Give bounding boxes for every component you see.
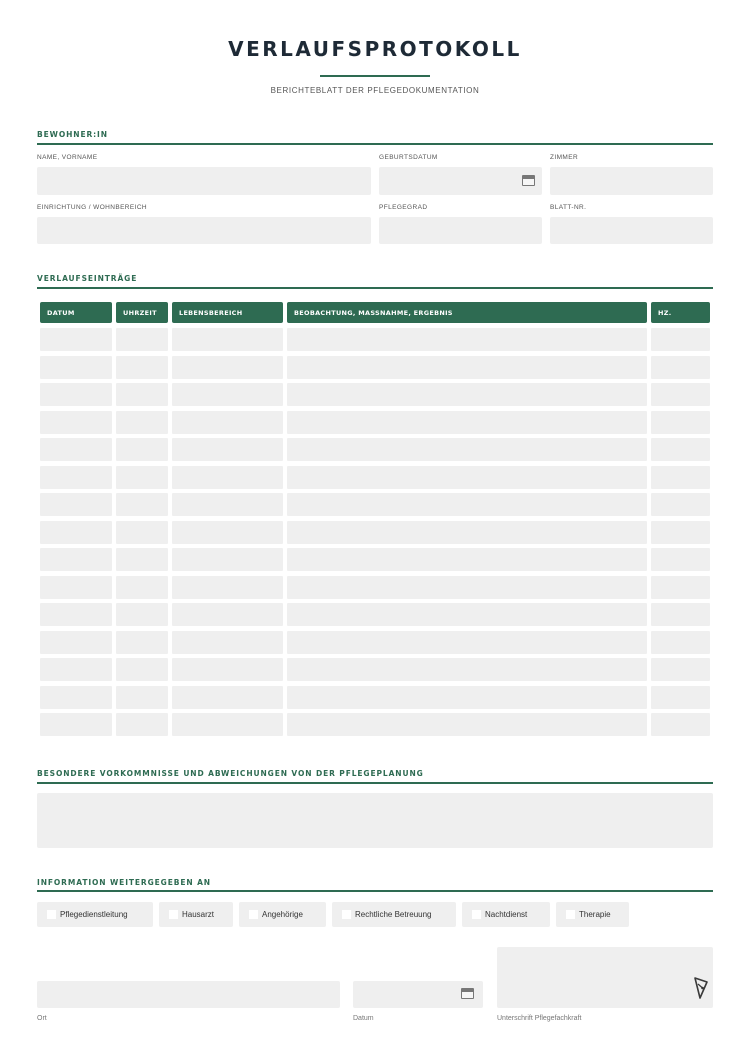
date-field[interactable] xyxy=(353,981,483,1008)
forward-option-label: Pflegedienstleitung xyxy=(60,910,128,919)
forward-option-nachtdienst[interactable] xyxy=(462,902,550,927)
column-header-life-area: LEBENSBEREICH xyxy=(172,302,283,323)
forward-option-label: Rechtliche Betreuung xyxy=(355,910,432,919)
table-cell-life-area[interactable] xyxy=(172,521,283,544)
table-cell-initials[interactable] xyxy=(651,603,710,626)
incidents-section-rule xyxy=(37,782,713,784)
table-cell-life-area[interactable] xyxy=(172,383,283,406)
signature-field[interactable] xyxy=(497,947,713,1008)
table-cell-observation[interactable] xyxy=(287,713,647,736)
table-cell-observation[interactable] xyxy=(287,466,647,489)
table-cell-date[interactable] xyxy=(40,631,112,654)
column-header-time: UHRZEIT xyxy=(116,302,168,323)
table-cell-observation[interactable] xyxy=(287,631,647,654)
table-cell-life-area[interactable] xyxy=(172,631,283,654)
forward-option-rechtliche-betreuung[interactable] xyxy=(332,902,456,927)
incidents-textarea[interactable] xyxy=(37,793,713,848)
table-cell-initials[interactable] xyxy=(651,466,710,489)
table-cell-initials[interactable] xyxy=(651,576,710,599)
column-header-observation: BEOBACHTUNG, MASSNAHME, ERGEBNIS xyxy=(287,302,647,323)
resident-section-title: BEWOHNER:IN xyxy=(37,130,108,139)
page-title: VERLAUFSPROTOKOLL xyxy=(228,37,522,61)
table-cell-date[interactable] xyxy=(40,521,112,544)
table-cell-observation[interactable] xyxy=(287,493,647,516)
checkbox[interactable] xyxy=(47,910,56,919)
table-cell-initials[interactable] xyxy=(651,493,710,516)
table-cell-observation[interactable] xyxy=(287,686,647,709)
signature-label: Unterschrift Pflegefachkraft xyxy=(497,1015,582,1022)
title-underline xyxy=(320,75,430,77)
table-cell-date[interactable] xyxy=(40,383,112,406)
birthdate-field[interactable] xyxy=(379,167,542,195)
name-label: NAME, VORNAME xyxy=(37,154,98,161)
table-cell-date[interactable] xyxy=(40,438,112,461)
table-cell-time[interactable] xyxy=(116,328,168,351)
checkbox[interactable] xyxy=(472,910,481,919)
forwarded-section-title: INFORMATION WEITERGEGEBEN AN xyxy=(37,878,211,887)
table-cell-initials[interactable] xyxy=(651,383,710,406)
table-cell-time[interactable] xyxy=(116,521,168,544)
column-header-date: DATUM xyxy=(40,302,112,323)
table-cell-observation[interactable] xyxy=(287,576,647,599)
table-cell-date[interactable] xyxy=(40,466,112,489)
room-label: ZIMMER xyxy=(550,154,579,161)
page-subtitle: BERICHTEBLATT DER PFLEGEDOKUMENTATION xyxy=(270,86,480,95)
table-cell-observation[interactable] xyxy=(287,603,647,626)
table-cell-observation[interactable] xyxy=(287,356,647,379)
forward-option-label: Angehörige xyxy=(262,910,303,919)
table-cell-initials[interactable] xyxy=(651,438,710,461)
table-cell-date[interactable] xyxy=(40,411,112,434)
table-cell-life-area[interactable] xyxy=(172,548,283,571)
checkbox[interactable] xyxy=(342,910,351,919)
sheet-number-field[interactable] xyxy=(550,217,713,244)
room-field[interactable] xyxy=(550,167,713,195)
checkbox[interactable] xyxy=(566,910,575,919)
table-cell-date[interactable] xyxy=(40,603,112,626)
table-cell-initials[interactable] xyxy=(651,548,710,571)
table-cell-date[interactable] xyxy=(40,493,112,516)
place-field[interactable] xyxy=(37,981,340,1008)
table-cell-initials[interactable] xyxy=(651,713,710,736)
table-cell-date[interactable] xyxy=(40,328,112,351)
table-cell-date[interactable] xyxy=(40,686,112,709)
table-cell-initials[interactable] xyxy=(651,356,710,379)
place-label: Ort xyxy=(37,1015,47,1022)
calendar-icon[interactable] xyxy=(461,988,474,999)
date-label: Datum xyxy=(353,1015,374,1022)
table-cell-initials[interactable] xyxy=(651,411,710,434)
facility-label: EINRICHTUNG / WOHNBEREICH xyxy=(37,204,148,211)
forward-option-label: Hausarzt xyxy=(182,910,215,919)
facility-field[interactable] xyxy=(37,217,371,244)
forward-option-hausarzt[interactable] xyxy=(159,902,233,927)
table-cell-observation[interactable] xyxy=(287,411,647,434)
table-cell-life-area[interactable] xyxy=(172,328,283,351)
table-cell-time[interactable] xyxy=(116,548,168,571)
checkbox[interactable] xyxy=(249,910,258,919)
table-cell-time[interactable] xyxy=(116,356,168,379)
resident-section-rule xyxy=(37,143,713,145)
table-cell-time[interactable] xyxy=(116,686,168,709)
table-cell-life-area[interactable] xyxy=(172,493,283,516)
table-cell-initials[interactable] xyxy=(651,686,710,709)
table-cell-date[interactable] xyxy=(40,576,112,599)
table-cell-time[interactable] xyxy=(116,411,168,434)
table-cell-observation[interactable] xyxy=(287,438,647,461)
table-cell-life-area[interactable] xyxy=(172,603,283,626)
entries-section-rule xyxy=(37,287,713,289)
birthdate-label: GEBURTSDATUM xyxy=(379,154,438,161)
column-header-initials: HZ. xyxy=(651,302,710,323)
table-cell-date[interactable] xyxy=(40,548,112,571)
calendar-icon[interactable] xyxy=(522,175,535,186)
table-cell-life-area[interactable] xyxy=(172,658,283,681)
table-cell-initials[interactable] xyxy=(651,328,710,351)
table-cell-time[interactable] xyxy=(116,658,168,681)
entries-section-title: VERLAUFSEINTRÄGE xyxy=(37,274,138,283)
checkbox[interactable] xyxy=(169,910,178,919)
table-cell-time[interactable] xyxy=(116,438,168,461)
table-cell-initials[interactable] xyxy=(651,521,710,544)
name-field[interactable] xyxy=(37,167,371,195)
table-cell-life-area[interactable] xyxy=(172,466,283,489)
pen-nib-icon xyxy=(693,976,709,1000)
forwarded-section-rule xyxy=(37,890,713,892)
table-cell-life-area[interactable] xyxy=(172,438,283,461)
table-cell-time[interactable] xyxy=(116,493,168,516)
table-cell-life-area[interactable] xyxy=(172,356,283,379)
table-cell-observation[interactable] xyxy=(287,548,647,571)
forward-option-label: Therapie xyxy=(579,910,611,919)
table-cell-life-area[interactable] xyxy=(172,576,283,599)
table-cell-time[interactable] xyxy=(116,466,168,489)
table-cell-observation[interactable] xyxy=(287,521,647,544)
table-cell-life-area[interactable] xyxy=(172,713,283,736)
table-cell-date[interactable] xyxy=(40,658,112,681)
table-cell-time[interactable] xyxy=(116,576,168,599)
table-cell-observation[interactable] xyxy=(287,328,647,351)
forward-option-therapie[interactable] xyxy=(556,902,629,927)
incidents-section-title: BESONDERE VORKOMMNISSE UND ABWEICHUNGEN VON DER PFLEGEPLANUNG xyxy=(37,769,424,778)
table-cell-life-area[interactable] xyxy=(172,686,283,709)
forward-option-pflegedienstleitung[interactable] xyxy=(37,902,153,927)
care-level-label: PFLEGEGRAD xyxy=(379,204,428,211)
table-cell-time[interactable] xyxy=(116,631,168,654)
table-cell-initials[interactable] xyxy=(651,658,710,681)
table-cell-time[interactable] xyxy=(116,603,168,626)
table-cell-observation[interactable] xyxy=(287,658,647,681)
table-cell-time[interactable] xyxy=(116,383,168,406)
care-level-field[interactable] xyxy=(379,217,542,244)
table-cell-time[interactable] xyxy=(116,713,168,736)
forward-option-label: Nachtdienst xyxy=(485,910,528,919)
sheet-number-label: BLATT-NR. xyxy=(550,204,587,211)
table-cell-date[interactable] xyxy=(40,356,112,379)
forward-option-angehoerige[interactable] xyxy=(239,902,326,927)
table-cell-date[interactable] xyxy=(40,713,112,736)
table-cell-observation[interactable] xyxy=(287,383,647,406)
table-cell-life-area[interactable] xyxy=(172,411,283,434)
table-cell-initials[interactable] xyxy=(651,631,710,654)
